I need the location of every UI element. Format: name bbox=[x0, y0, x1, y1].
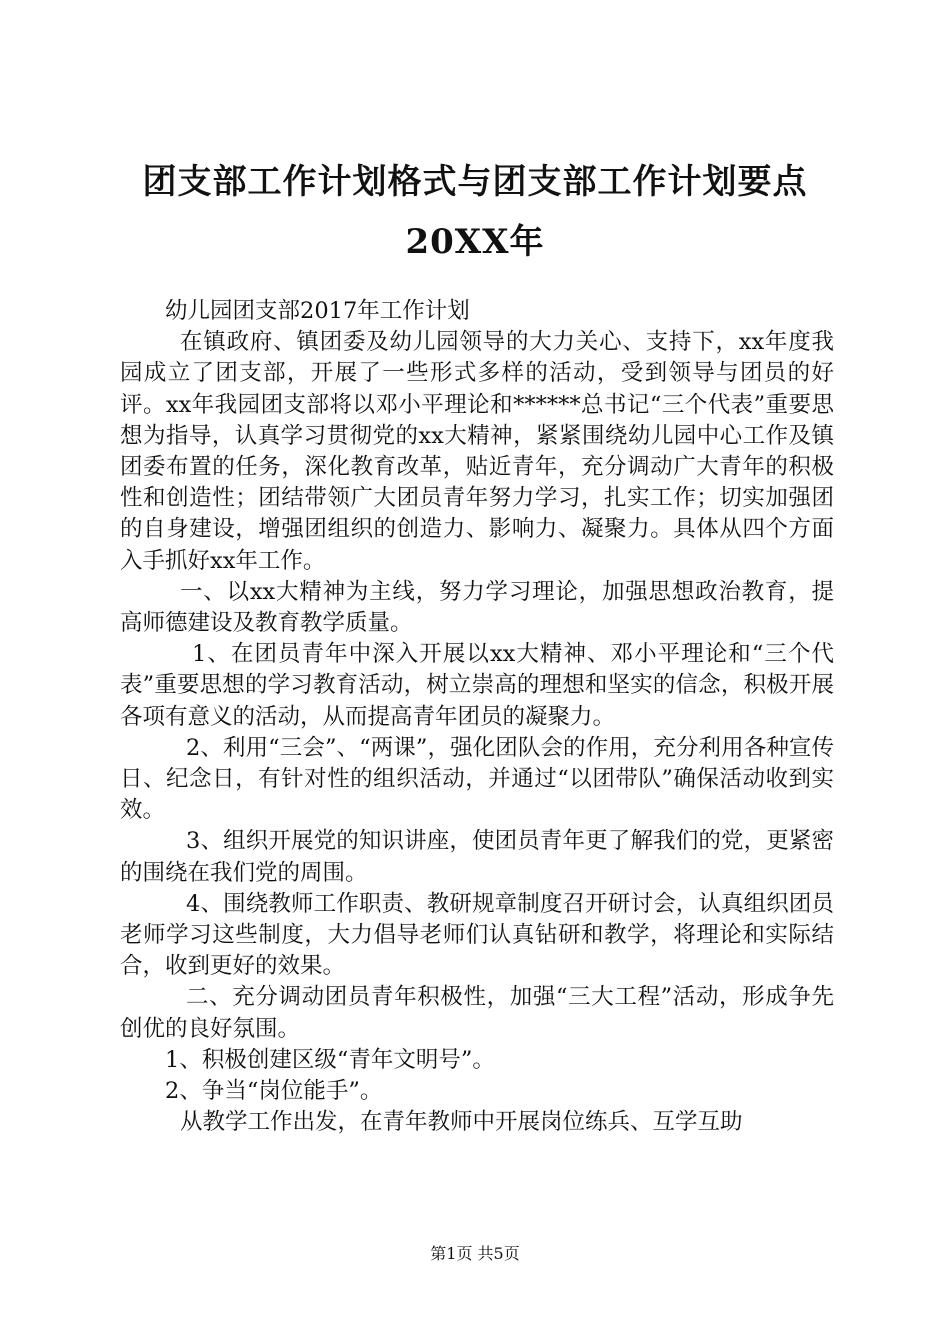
paragraph-item-4: 4、围绕教师工作职责、教研规章制度召开研讨会，认真组织团员老师学习这些制度，大力倡导老师们认真钻研和教学，将理论和实际结合，收到更好的效果。 bbox=[120, 890, 834, 980]
paragraph-item-3: 3、组织开展党的知识讲座，使团员青年更了解我们的党，更紧密的围绕在我们党的周围。 bbox=[120, 828, 834, 886]
paragraph-item-1: 1、在团员青年中深入开展以xx大精神、邓小平理论和“三个代表”重要思想的学习教育活动，树立崇高的理想和坚实的信念，积极开展各项有意义的活动，从而提高青年团员的凝聚力。 bbox=[120, 641, 834, 730]
document-body bbox=[120, 296, 834, 1138]
paragraph-item-2-1: 1、积极创建区级“青年文明号”。 bbox=[165, 1046, 495, 1073]
paragraph-item-2-2: 2、争当“岗位能手”。 bbox=[165, 1078, 383, 1105]
paragraph-section-1: 一、以xx大精神为主线，努力学习理论，加强思想政治教育，提高师德建设及教育教学质量。 bbox=[120, 578, 834, 637]
document-title-year: 20XX年 bbox=[405, 222, 545, 262]
paragraph-heading: 幼儿园团支部2017年工作计划 bbox=[165, 298, 470, 324]
paragraph-continued: 从教学工作出发，在青年教师中开展岗位练兵、互学互助 bbox=[180, 1109, 743, 1136]
document-title: 团支部工作计划格式与团支部工作计划要点 bbox=[142, 162, 808, 202]
page-footer: 第1页 共5页 bbox=[430, 1244, 520, 1263]
paragraph-intro: 在镇政府、镇团委及幼儿园领导的大力关心、支持下，xx年度我园成立了团支部，开展了一些形式多样的活动，受到领导与团员的好评。xx年我园团支部将以邓小平理论和******总书记“三个代表”重要思想为指导，认真学习贯彻党的xx大精神，紧紧围绕幼儿园中心工作及镇团委布置的任务，深化教育改革，贴近青年，充分调动广大青年的积极性和创造性；团结带领广大团员青年努力学习，扎实工作；切实加强团的自身建设，增强团组织的创造力、影响力、凝聚力。具体从四个方面入手抓好xx年工作。 bbox=[120, 329, 834, 574]
paragraph-item-2: 2、利用“三会”、“两课”，强化团队会的作用，充分利用各种宣传日、纪念日，有针对性的组织活动，并通过“以团带队”确保活动收到实效。 bbox=[120, 734, 834, 824]
paragraph-section-2: 二、充分调动团员青年积极性，加强“三大工程”活动，形成争先创优的良好氛围。 bbox=[120, 984, 834, 1042]
